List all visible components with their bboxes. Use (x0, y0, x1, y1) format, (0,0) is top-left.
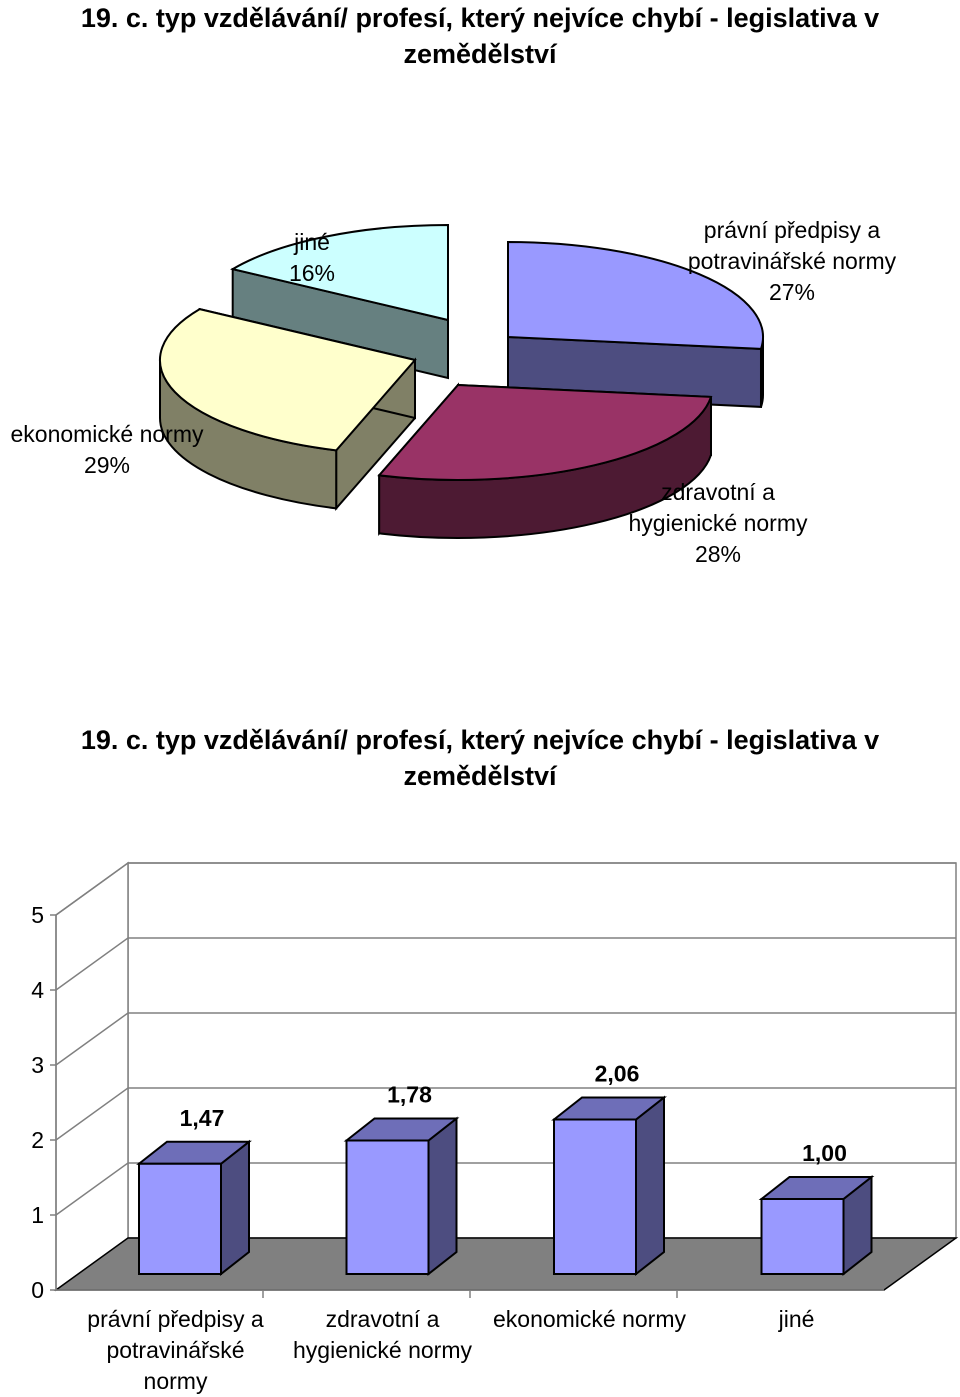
bar-y-tick-label: 2 (31, 1127, 44, 1153)
bar-value-label-3: 1,00 (802, 1140, 847, 1166)
bar-0 (139, 1142, 249, 1274)
bar-title-line-2: zemědělství (403, 761, 557, 791)
bar-side (429, 1119, 457, 1275)
bar-front (762, 1199, 844, 1274)
pie-title-line-2: zemědělství (403, 39, 557, 69)
pie-label-1: zdravotní a hygienické normy 28% (628, 479, 808, 567)
pie-label-0: právní předpisy a potravinářské normy 27% (687, 217, 897, 305)
bar-category-label-1: zdravotní a hygienické normy (293, 1306, 472, 1363)
bar-category-label-2: ekonomické normy (492, 1306, 687, 1332)
pie-label-3: jiné 16% (288, 229, 336, 286)
bar-value-label-1: 1,78 (387, 1081, 432, 1108)
bar-value-label-0: 1,47 (179, 1104, 225, 1131)
bar-y-tick-label: 0 (31, 1277, 44, 1303)
bar-front (347, 1141, 429, 1275)
bar-3 (762, 1177, 872, 1274)
bar-value-label-2: 2,06 (594, 1060, 640, 1087)
bar-y-tick-label: 1 (31, 1202, 44, 1228)
bar-y-tick-label: 3 (31, 1052, 44, 1078)
bar-side-wall (56, 863, 128, 1290)
bar-title-line-1: 19. c. typ vzdělávání/ profesí, který nejvíce chybí - legislativa v (80, 725, 880, 755)
bar-side (636, 1098, 664, 1275)
bar-1 (347, 1119, 457, 1275)
pie-label-2: ekonomické normy 29% (10, 421, 204, 478)
bar-category-label-3: jiné (778, 1306, 815, 1332)
bar-y-tick-label: 5 (31, 902, 44, 928)
bar-front (139, 1164, 221, 1274)
bar-y-tick-label: 4 (31, 977, 44, 1003)
pie-title-line-1: 19. c. typ vzdělávání/ profesí, který nejvíce chybí - legislativa v (80, 3, 880, 33)
bar-category-label-0: právní předpisy a potravinářské normy (87, 1306, 264, 1394)
bar-front (554, 1120, 636, 1275)
bar-2 (554, 1098, 664, 1275)
